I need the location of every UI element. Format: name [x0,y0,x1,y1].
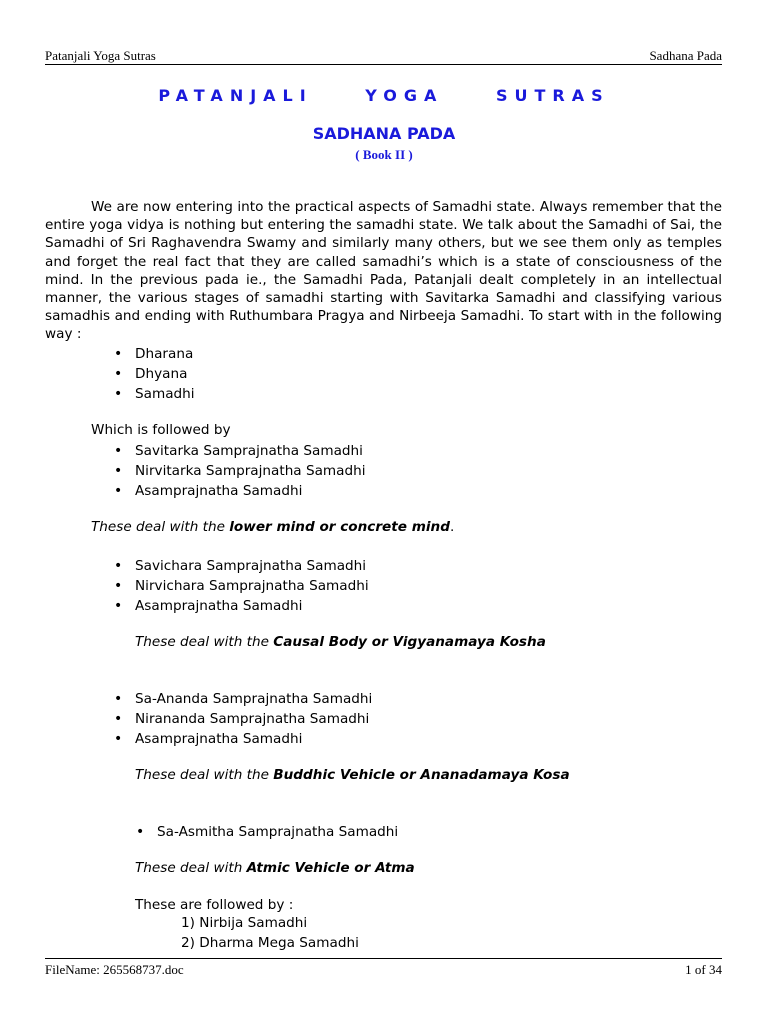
note-prefix: These deal with the [91,519,230,535]
list-item: • Nirvichara Samprajnatha Samadhi [109,576,369,596]
bullet-list-stages [109,344,195,405]
list-item: • Asamprajnatha Samadhi [109,596,369,616]
list-item: • Asamprajnatha Samadhi [109,481,366,501]
list-item: • Dhyana [109,364,195,384]
bullet-list-asmitha [131,822,398,842]
bullet-list-vichara [109,556,369,617]
bullet-list-vitarka [109,441,366,502]
footer-filename: FileName: 265568737.doc [45,962,184,977]
page-header [45,48,722,65]
note-bold: Causal Body or Vigyanamaya Kosha [273,634,546,650]
document-title: PATANJALI YOGA SUTRAS [158,86,610,105]
book-label: ( Book II ) [355,147,413,162]
note-lower-mind [91,519,454,535]
list-item: • Dharana [109,344,195,364]
list-item: 2) Dharma Mega Samadhi [181,935,359,951]
page-footer [45,958,722,977]
note-prefix: These deal with the [135,767,274,783]
note-buddhic [135,767,570,783]
header-right: Sadhana Pada [649,48,722,63]
list-item: • Samadhi [109,384,195,404]
document-subtitle: SADHANA PADA [312,124,456,143]
list-item: • Asamprajnatha Samadhi [109,729,372,749]
list-item: • Savitarka Samprajnatha Samadhi [109,441,366,461]
footer-page-number: 1 of 34 [685,962,722,977]
intro-paragraph [45,198,722,344]
note-suffix: . [449,519,455,535]
list-item: • Sa-Asmitha Samprajnatha Samadhi [131,822,398,842]
list-item: • Sa-Ananda Samprajnatha Samadhi [109,689,372,709]
list-item: • Nirvitarka Samprajnatha Samadhi [109,461,366,481]
note-bold: lower mind or concrete mind [229,519,450,535]
note-bold: Atmic Vehicle or Atma [246,860,415,876]
note-prefix: These deal with the [135,634,274,650]
list-item: 1) Nirbija Samadhi [181,915,308,931]
followed-label: Which is followed by [91,422,231,438]
note-causal-body [135,634,546,650]
followed-by-label: These are followed by : [135,897,294,913]
note-prefix: These deal with [135,860,247,876]
numbered-list [181,913,359,953]
intro-text: We are now entering into the practical aspects of Samadhi state. Always remember that the entire yoga vidya is nothing but entering the samadhi state. We talk about the Samadhi of Sai, the Samadhi of Sri Raghavendra Swamy and similarly many others, but we see them only as temples and forget the real fact that they are called samadhi’s which is a state of consciousness of the mind. In the previous pada ie., the Samadhi Pada, Patanjali dealt completely in an intellectual manner, the various stages of samadhi starting with Savitarka Samadhi and classifying various samadhis and ending with Ruthumbara Pragya and Nirbeeja Samadhi. To start with in the following way : [45,199,722,343]
header-left: Patanjali Yoga Sutras [45,48,156,63]
list-item: • Savichara Samprajnatha Samadhi [109,556,369,576]
note-bold: Buddhic Vehicle or Ananadamaya Kosa [273,767,570,783]
note-atmic [135,860,415,876]
bullet-list-ananda [109,689,372,750]
list-item: • Nirananda Samprajnatha Samadhi [109,709,372,729]
